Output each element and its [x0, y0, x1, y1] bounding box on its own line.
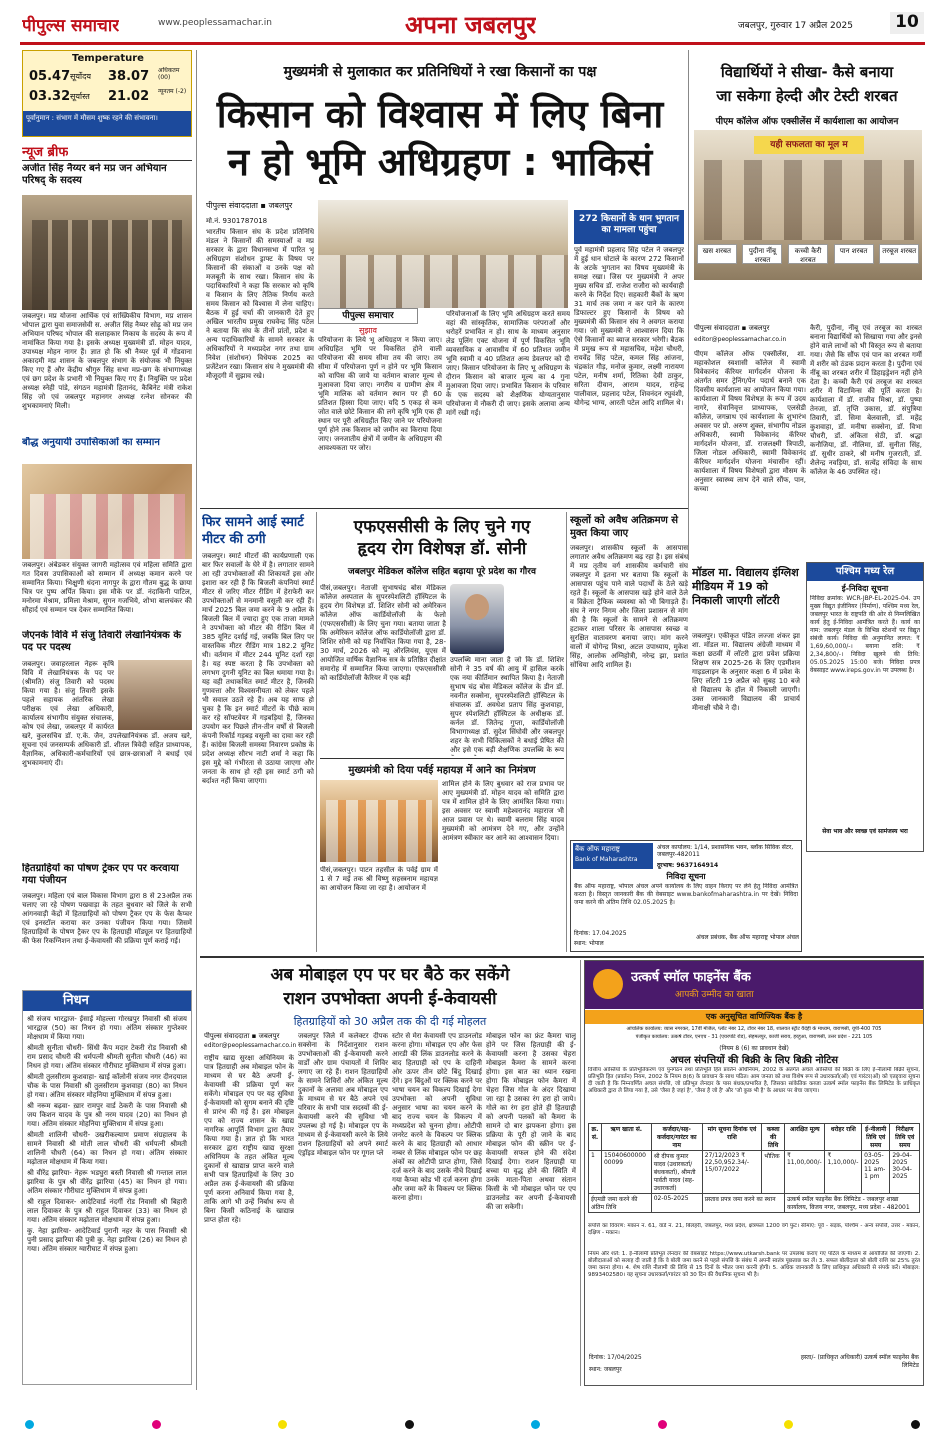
- lead-col2: परियोजना के लिये भू अधिग्रहण न किया जाए। अधिग्रहित भूमि पर विकसित होने वाली परियोजना की समय सीमा तय की जाए। तय सीमा में परियोजना पूर्ण न होने पर भूमि किसान को वापिस की जाये या वर्तमान बाजार मूल्य से मुआवजा दिया जाए। नगरीय व ग्रामीण क्षेत्र में भूमि मालिक को वर्तमान स्थान पर ही 60 प्रतिशत हिस्सा दिया जाए। यदि 5 एकड़ से कम जोत वाले छोटे किसान की लगे कृषि भूमि एक ही स्थान पर पूरी अधिग्रहीत किए जाने पर परियोजना पूर्ण होने तक किसान को जमीन का किराया दिया जाए। जनजातीय क्षेत्रों में जमीन के अधिग्रहण की आवश्यकता पर जोर।: [318, 336, 442, 452]
- max-temp: 38.07: [108, 69, 150, 84]
- utkarsh-table-wrap: [588, 1123, 920, 1219]
- table-cell: ईएमडी जमा करने की अंतिम तिथि: [589, 1194, 652, 1213]
- brief1-photo: [22, 195, 192, 310]
- section-rule-lower: [200, 956, 924, 958]
- lead-headline-1: किसान को विश्वास में लिए बिना: [216, 92, 664, 136]
- nidhan-item: श्री नरूम बढ़वा- ख़ार रामपुर वार्ड ठेकरी के पास निवासी श्री जय किशन यादव के पुत्र श्री नरम यादव (20) का निधन हो गया। अंतिम संस्कार मोहनिया मुक्तिधाम में संपन्न हुआ।: [27, 1102, 187, 1128]
- utkarsh-notice-title: अचल संपत्तियों की बिक्री के लिए बिक्री नोटिस: [670, 1055, 838, 1066]
- section-title: अपना जबलपुर: [405, 11, 537, 39]
- payment-box-title: 272 किसानों के धान भुगतान का मामला पहुंचा: [574, 210, 684, 244]
- payment-box-body: पूर्व महामंत्री प्रहलाद सिंह पटेल ने जबलपुर में हुई धान घोटाले के कारण 272 किसानों के अटके भुगतान का विषय मुख्यमंत्री के समक्ष रखा। जिस पर मुख्यमंत्री ने अपर मुख्य सचिव डॉ. राजेश राजौरा को कार्यवाही करने के निर्देश दिए। सहकारी बैंकों के ऋण 31 मार्च तक जमा न कर पाने के कारण डिफाल्टर हुए किसानों के विषय को मुख्यमंत्री की किसान संघ ने अवगत कराया गया। जो मुख्यमंत्री ने आश्वासन दिया कि ऐसे किसानों का ब्याज सरकार भरेगी। बैठक में प्रमुख रूप से महासचिव, महेश चौधरी, रायवेंद्र सिंह पटेल, कमल सिंह आंजना, चंद्रकांत गौड़, मनोज कुमार, लक्ष्मी नारायण पटेल, मनीष शर्मा, रितिका देवी ठाकुर, सरिता दीवान, आराम यादव, राहेन्द्र पालीवाल, प्रहलाद पटेल, शिवनंदन रघुवंशी, योगेन्द्र भाग्य, आरती पटेल आदि शामिल थे।: [574, 246, 684, 407]
- ekyc-subheadline: हितग्राहियों को 30 अप्रैल तक की दी गई मोहलत: [293, 1015, 487, 1028]
- brief3-headline: जेएनके विवि में संजु तिवारी लेखानियंत्रक के पद पर पदस्थ: [22, 630, 182, 653]
- utkarsh-name: उत्कर्ष स्मॉल फाइनेंस बैंक: [631, 970, 751, 985]
- bom-signatory: अंचल प्रबंधक, बैंक ऑफ महाराष्ट्र भोपाल अंचल: [696, 934, 799, 941]
- table-header: ऋण खाता सं.: [601, 1124, 651, 1151]
- people-silhouette: [32, 220, 182, 310]
- ekyc-headline-2: राशन उपभोक्ता अपनी ई-केवायसी: [283, 989, 497, 1009]
- col-divider-schools: [566, 512, 567, 952]
- ekyc-col4: मोबाइल फोन का फ्रंट कैमरा चालू होने पर जिस हितग्राही की ई-केवायसी करना है उसका चेहरा मोबाइल कैमरा के सामने करना होगा। इस बात का ध्यान रखना होगा कि मोबाइल फोन कैमरा में चेहरा जिस गोल के अंदर दिखाया जा रहा है उसका रंग हरा हो जाये। गोले का रंग हरा होते ही हितग्राही को अपनी पलकों को कैमरा के सामने दो बार झपकना होगा। इस प्रक्रिया के पूरी हो जाने के बाद मोबाइल फोन की स्क्रीन पर ई-केवायसी सफल होने की संदेश दिखाई देगा। राशन हितग्राही या बच्चा या वृद्ध होने की स्थिति में उनके माता-पिता अथवा संतान किसी के भी मोबाइल फोन पर एप डाउनलोड कर अपनी ई-केवायसी की जा सकेगी।: [486, 1032, 576, 1211]
- lead-headline-2: न हो भूमि अधिग्रहण : भाकिसं: [227, 140, 653, 184]
- max-label: अधिकतम (00): [158, 67, 180, 81]
- bom-name-en: Bank of Maharashtra: [575, 856, 638, 863]
- sharbat-banner: यही सफलता का मूल म: [754, 136, 864, 154]
- bom-notice: [570, 840, 802, 952]
- brief3-photo: [118, 660, 192, 730]
- cardio-subheadline: जबलपुर मेडिकल कॉलेज सहित बढ़ाया पूरे प्रदेश का गौरव: [348, 567, 536, 577]
- nidhan-item: कु. नेहा झारिया- आदेटिवार्ड पुरानी नहर के पास निवासी श्री पुनी प्रसाद झारिया की पुत्री कु. नेहा झारिया (26) का निधन हो गया। अंतिम संस्कार ग्वारीघाट में संपन्न हुआ।: [27, 1227, 187, 1253]
- bom-name: बैंक ऑफ महाराष्ट्र: [575, 845, 620, 853]
- brief3-body-cont: [22, 732, 192, 860]
- utkarsh-property: संपत्ति का विवरण: मकान नं. 61, वार्ड नं. 21, बिलहरी, जबलपुर, मध्य प्रदेश, क्षेत्रफल 1200 वर्ग फुट। सीमाएं: पूर्व - सड़क, पश्चिम - अन्य संपत्ति, उत्तर - मकान, दक्षिण - मकान।: [588, 1223, 920, 1236]
- nidhan-title: निधन: [23, 991, 191, 1011]
- ekyc-headline-1: अब मोबाइल एप पर घर बैठे कर सकेंगे: [270, 965, 510, 985]
- website[interactable]: www.peoplessamachar.in: [158, 18, 272, 28]
- nidhan-item: श्रीमती तुलसीराम कुशवाहा- खाई कॉलोनी संजय नगर दीनदयाल चौक के पास निवासी श्री तुलसीराम कुशवाहा (80) का निधन हो गया। अंतिम संस्कार मोहनिया मुक्तिधाम में संपन्न हुआ।: [27, 1073, 187, 1099]
- cm-invite-headline: मुख्यमंत्री को दिया पर्वई महायज्ञ में आने का निमंत्रण: [348, 765, 536, 776]
- ekyc-byline-name: पीपुल्स संवाददाता: [204, 1032, 250, 1040]
- ekyc-col1: राष्ट्रीय खाद्य सुरक्षा अधिनियम के पात्र हितग्राही अब मोबाइल फोन के माध्यम से घर बैठे अपनी ई-केवायसी की प्रक्रिया पूर्ण कर सकेंगे। मोबाइल एप पर यह सुविधा ई-केवायसी को सुगम बनाने की दृष्टि से प्रारंभ की गई है। इस मोबाइल एप को राज्य शासन के खाद्य नागरिक आपूर्ति विभाग द्वारा तैयार किया गया है। ज्ञात हो कि भारत सरकार द्वारा राष्ट्रीय खाद्य सुरक्षा अधिनियम के तहत अंकित मूल्य दुकानों से खाद्यान्न प्राप्त करने वाले सभी पात्र हितग्राहियों के लिए 30 अप्रैल तक ई-केवायसी की प्रक्रिया पूर्ण करना अनिवार्य किया गया है, ताकि आगे भी उन्हें निर्बाध रूप से बिना किसी कठिनाई के खाद्यान्न प्राप्त होता रहे।: [204, 1054, 294, 1224]
- table-header: ई-नीलामी तिथि एवं समय: [862, 1124, 890, 1151]
- lead-byline-name: पीपुल्स संवाददाता: [206, 201, 258, 210]
- cyan-dot: [25, 1420, 34, 1429]
- sharbat-label-row: [694, 244, 922, 278]
- utkarsh-place: स्थान: जबलपुर: [589, 1366, 622, 1373]
- sunset-label: सूर्यास्त: [70, 92, 90, 101]
- table-cell: भौतिक: [762, 1151, 785, 1194]
- cm-invite-photo: [320, 780, 438, 862]
- table-header: क्र. सं.: [589, 1124, 602, 1151]
- utkarsh-ad: [584, 960, 924, 1386]
- utkarsh-header: [585, 961, 923, 1009]
- table-cell: ₹ 11,00,000/-: [784, 1151, 824, 1194]
- black-dot: [405, 1420, 414, 1429]
- sharbat-label: पुदीना नींबू शरबत: [742, 244, 782, 264]
- utkarsh-signatory: हस्ता/- (प्राधिकृत अधिकारी) उत्कर्ष स्मॉल फाइनेंस बैंक लिमिटेड: [800, 1354, 919, 1369]
- nidhan-item: श्री संजय भारद्वाज- ईसाई मोहल्ला गोरखपुर निवासी श्री संजय भारद्वाज (50) का निधन हो गया। अंतिम संस्कार गुप्तेश्वर मोक्षधाम में किया गया।: [27, 1015, 187, 1041]
- sunset-time: 03.32: [29, 89, 71, 104]
- paper-name: पीपुल्स समाचार: [22, 16, 120, 36]
- table-row-emd: [589, 1194, 920, 1213]
- brief1-headline: अजीत सिंह नैय्यर बने मप्र जन अभियान परिषद् के सदस्य: [22, 163, 167, 186]
- bom-date: दिनांक: 17.04.2025: [574, 930, 627, 937]
- brief4-headline: हितग्राहियों का पोषण ट्रेकर एप पर करवाया गया पंजीयन: [22, 863, 179, 886]
- sharbat-label: पान शरबत: [834, 244, 874, 264]
- section-rule: [200, 508, 688, 509]
- min-temp: 21.02: [108, 89, 150, 104]
- nidhan-item: श्रीमती सुनीता चौधरी- सिंधी कैंप मदार टेकरी रोड निवासी श्री राम प्रसाद चौधरी की धर्मपत्नी श्रीमती सुनीता चौधरी (46) का निधन हो गया। अंतिम संस्कार गौरीघाट मुक्तिधाम में संपन्न हुआ।: [27, 1044, 187, 1070]
- forecast-text: पूर्वानुमान : संभाग में मौसम शुष्क रहने की संभावना।: [23, 111, 192, 137]
- table-cell: 27/12/2023 ₹ 22,50,952.34/- 15/07/2022: [702, 1151, 762, 1194]
- railway-notice: [806, 562, 924, 852]
- cardio-col1: पीसं,जबलपुर। नेताजी सुभाषचंद्र बोस मेडिकल कॉलेज अस्पताल के सुपरस्पेशलिटी हॉस्पिटल के हृदय रोग विशेषज्ञ डॉ. शिशिर सोनी को अमेरिकन कॉलेज ऑफ कार्डियोलॉजी के फेलो (एफएससीसी) के लिए चुना गया। बताया जाता है कि अमेरिकन कॉलेज ऑफ कार्डियोलॉजी द्वारा डॉ. शिशिर सोनी को यह निर्वाचित किया गया है, 28-30 मार्च, 2026 को न्यू ऑरलियंस, यूएस में आयोजित वार्षिक वैज्ञानिक सत्र के प्रतिष्ठित दीक्षांत समारोह में सम्मानित किया जाएगा। एफएससीसी को कार्डियोलॉजी कैरियर में एक बड़ी: [320, 584, 446, 682]
- brief2-photo: [22, 464, 192, 559]
- ekyc-email[interactable]: editor@peoplessamachar.co.in: [204, 1042, 297, 1049]
- sharbat-photo: [694, 130, 922, 280]
- sharbat-col1: पीएम कॉलेज ऑफ एक्सीलेंस, शा. महाकोशल स्वशासी कॉलेज में स्वामी विवेकानंद कॅरियर मार्गदर्शन योजना के अंतर्गत समर ट्रेनिंग/पेन पदार्थ बनाने एक दिवसीय कार्यशाला का आयोजन किया गया। कार्यशाला में विषय विशेषज्ञ के रूप में उदय नागरे, सेवानिवृत्त प्राध्यापक, एलसेडी कॉलेज, जगन्नाथ एवं कार्यशाला के शुभारंभ अवसर पर प्रो. अरुण शुक्ल, संभागीय नोडल अधिकारी, स्वामी विवेकानंद कॅरियर मार्गदर्शन योजना, डॉ. राजलक्ष्मी त्रिपाठी, जिला नोडल अधिकारी, स्वामी विवेकानंद कॅरियर मार्गदर्शन योजना मंचासीन रहीं। कार्यशाला में विषय विशेषज्ञों द्वारा मौसम के अनुसार स्वास्थ्य लाभ देने वाले सौंफ, पान, कच्चा: [694, 350, 806, 493]
- model-school-body: जबलपुर। एकीकृत पंडित लज्जा शंकर झा शा. मॉडल मा. विद्यालय अंग्रेजी माध्यम में कक्षा छठवीं में लॉटरी द्वारा प्रवेश प्रक्रिया शिक्षण सत्र 2025-26 के लिए एडमीशन गाइडलाइन के अनुसार कक्षा 6 में प्रवेश के लिए लॉटरी 19 अप्रैल को सुबह 10 बजे से विद्यालय के हॉल में निकाली जाएगी। उक्त जानकारी विद्यालय की प्राचार्य मीनाक्षी चौबे ने दी।: [692, 632, 800, 712]
- table-header: निरीक्षण तिथि एवं समय: [890, 1124, 920, 1151]
- magenta-dot: [658, 1420, 667, 1429]
- ekyc-byline: पीपुल्स संवाददाता ▪ जबलपुर: [204, 1032, 280, 1040]
- utkarsh-date: दिनांक: 17/04/2025: [589, 1354, 642, 1361]
- cardio-col2: उपलब्धि माना जाता है जो कि डॉ. शिशिर सोनी ने 35 वर्ष की आयु में हासिल करके एक नया कीर्तिमान स्थापित किया है। नेताजी सुभाष चंद्र बोस मेडिकल कॉलेज के डीन डॉ. नवनीत सक्सेना, सुपरस्पेशलिटी हॉस्पिटल के संचालक डॉ. अवधेश प्रताप सिंह कुशवाहा, सुपर स्पेशलिटी हॉस्पिटल के अधीक्षक डॉ. कर्नल डॉ. जितेन्द्र गुप्ता, कार्डियोलॉजी विभागाध्यक्ष डॉ. सुदेश सिंघोवी और जबलपुर शहर के सभी चिकित्सकों ने बधाई प्रेषित की और इसे एक बड़ी शैक्षणिक उपलब्धि के रूप: [450, 656, 564, 754]
- nidhan-list: [27, 1015, 187, 1383]
- sunrise-time: 05.47: [29, 69, 71, 84]
- table-cell: प्रस्ताव प्रपत्र जमा करने का स्थान: [702, 1194, 784, 1213]
- weather-box: [22, 50, 192, 137]
- sharbat-label: तरबूज शरबत: [879, 244, 919, 264]
- date-line: जबलपुर, गुरुवार 17 अप्रैल 2025: [738, 21, 853, 31]
- black-dot: [911, 1420, 920, 1429]
- smart-meter-body: जबलपुर। स्मार्ट मीटरों की कार्यप्रणाली एक बार फिर सवालों के घेरे में है। लगातार सामने आ रही उपभोक्ताओं की शिकायतें इस ओर इशारा कर रही हैं कि बिजली कंपनियां स्मार्ट मीटर से जरिए मीटर रीडिंग में हेराफेरी कर उपभोक्ताओं से मनमानी वसूली कर रही हैं। मार्च 2025 बिल जमा करने के 9 अप्रैल के बिजली बिल में ज्यादा हुए एक ताजा मामले ने उपभोक्ता को मीटर की रीडिंग बिल में 385 यूनिट दर्शाई गई, जबकि बिल लिए पर वास्तविक मीटर रीडिंग मात्र 182.2 यूनिट थी। वर्तमान में मीटर 244 यूनिट दर्शा रहा है। यह स्पष्ट करता है कि उपभोक्ता को लगभग दुगनी यूनिट का बिल थमाया गया है। यह वही तथाकथित स्मार्ट मीटर है, जिनकी गुणवत्ता और विश्वसनीयता को लेकर पहले भी सवाल उठते रहे हैं। अब यह साफ हो चुका है कि इन स्मार्ट मीटरों के पीछे काम कर रहे सॉफ्टवेयर में गड़बड़ियां हैं, जिनका उपयोग कर पिछले तीन-तीन वर्षों से बिजली कंपनी रिकॉर्ड गड़बड़ वसूली का दावा कर रही हैं। कांग्रेस बिजली समस्या निवारण प्रकोष्ठ के प्रदेश अध्यक्ष सौरभ नाटी शर्मा ने कहा कि इस मुद्दे को गंभीरता से उठाया जाएगा और जनता के साथ हो रही इस स्मार्ट ठगी को बर्दाश्त नहीं किया जाएगा।: [202, 552, 314, 785]
- bom-office: अंचल कार्यालय: 1/14, प्रशासनिक भवन, ब्लॉक सिविक सेंटर, जबलपुर-482011: [657, 844, 794, 858]
- sharbat-byline-name: पीपुल्स संवाददाता: [694, 324, 740, 332]
- brief2-body: जबलपुर। अंबेडकर संयुक्त जागरी महोत्सव एवं महिला समिति द्वारा गत दिवस उपासिकाओं को सम्मान में अध्यक्ष कमान करने पर सम्मानित किया। भिक्षुणी धंदना नागपुर के द्वारा गौतम बुद्ध के छाया चित्र पर पुष्प अर्पित किया। इस मौके पर डॉ. नंदाकिनी पाटिल, मनोरमा मेश्राम, प्रमिला मेश्राम, सुगन गजभिये, शोभा बालचंकर की सौहार्द एवं सम्मान पत्र देकर सम्मानित किया।: [22, 561, 192, 614]
- utkarsh-address2: पंजीकृत कार्यालय: उत्कर्ष टॉवर, एनएच - 31 (एयरपोर्ट रोड), सेहमलपुर, काजी सराय, हरहुआ, वाराणसी, उत्तर प्रदेश - 221 105: [635, 1034, 873, 1040]
- masthead: [0, 0, 945, 42]
- col-divider-meter: [316, 512, 317, 952]
- brief3-body: जबलपुर। जवाहरलाल नेहरू कृषि विवि में लेखानियंत्रक के पद पर (श्रीमति) संजु तिवारी को पदस्थ किया गया है। संजु तिवारी इसके पहले सहायक आंतरिक लेखा परीक्षक एवं लेखा अधिकारी, कार्यालय संभागीय संयुक्त संचालक, कोष एवं लेखा, जबलपुर में कार्यरत: [22, 660, 114, 730]
- utkarsh-notice-ref: (नियम 8 (6) का प्रावधान देखें): [719, 1045, 789, 1052]
- table-cell: उत्कर्ष स्मॉल फाइनेंस बैंक लिमिटेड - जबलपुर शाखा कार्यालय, विजय नगर, जबलपुर, मध्य प्रदेश - 482001: [784, 1194, 919, 1213]
- sharbat-subheadline: पीएम कॉलेज ऑफ एक्सीलेंस में कार्यशाला का आयोजन: [715, 117, 899, 127]
- doctor-head: [465, 594, 489, 620]
- railway-body: निविदा क्रमांक: WCR-JBP-EL-2025-04. उप मुख्य विद्युत इंजीनियर (निर्माण), पश्चिम मध्य रेल, जबलपुर भारत के राष्ट्रपति की ओर से निम्नलिखित कार्य हेतु ई-निविदा आमंत्रित करते हैं। कार्य का नाम: जबलपुर मंडल के विभिन्न स्टेशनों पर विद्युत संबंधी कार्य। निविदा की अनुमानित लागत: ₹ 1,69,60,000/-। बयाना राशि: ₹ 2,34,800/-। निविदा खुलने की तिथि: 05.05.2025 15:00 बजे। निविदा प्रपत्र वेबसाइट www.ireps.gov.in पर उपलब्ध है।: [810, 595, 920, 674]
- lead-byline-city: जबलपुर: [268, 201, 293, 210]
- table-header: आरक्षित मूल्य: [784, 1124, 824, 1151]
- lead-col1: भारतीय किसान संघ के प्रदेश प्रतिनिधि मंडल ने किसानों की समस्याओं व मप्र सरकार के द्वारा विधानसभा में पारित भू अधिग्रहण संशोधन ड्राफ्ट के विषय पर किसानों की संकाओं व उनके पक्ष को मजबूती के साथ रखा। किसान संघ के पदाधिकारियों ने कहा कि सरकार को कृषि व किसान के लिए तैतिक निर्णय करते समय किसान को विश्वास में लेना चाहिए। बैठक में हुई चर्चा की जानकारी देते हुए अखिल भारतीय प्रमुख राघवेन्द्र सिंह पटेल ने बताया कि संघ के तीनों प्रांतों, प्रदेश व अन्य पदाधिकारियों के सामने सरकार के अधिकारियों ने मध्यप्रदेश नगर तथा ग्राम निवेश (संशोधन) विधेयक 2025 का प्रजेंटेशन रखा। किसान संघ ने मुख्यमंत्री की मौजूदगी में सुझाव रखे।: [206, 228, 314, 380]
- utkarsh-subtagline: एक अनुसूचित वाणिज्यिक बैंक है: [585, 1010, 923, 1024]
- bom-body: बैंक ऑफ महाराष्ट्र, भोपाल अंचल अपने कार्यालय के लिए वाहन किराए पर लेने हेतु निविदा आमंत्रित करता है। विस्तृत जानकारी बैंक की वेबसाइट www.bankofmaharashtra.in पर देखें। निविदा जमा करने की अंतिम तिथि 02.05.2025 है।: [574, 883, 798, 906]
- col-divider-left: [196, 50, 197, 1390]
- smart-meter-headline: फिर सामने आई स्मार्ट मीटर की ठगी: [202, 515, 304, 547]
- brief-rule: [22, 160, 192, 161]
- news-brief-title: न्यूज ब्रीफ: [22, 145, 69, 160]
- bom-logo: [573, 843, 653, 869]
- model-school-headline: मॉडल मा. विद्यालय इंग्लिश मीडियम में 19 को निकाली जाएगी लॉटरी: [692, 566, 799, 607]
- cm-invite-col1: पीसं,जबलपुर। पाटन तहसील के पर्वई ग्राम में 1 से 7 मई तक श्री विष्णु सहस्त्रनाम महायज्ञ का आयोजन किया जा रहा है। आयोजन में: [320, 866, 438, 892]
- meeting-table: [318, 255, 568, 308]
- ekyc-col3: स्टोर से मेरा केवायसी एप डाउनलोड करना होगा। मोबाइल एप और फेस आरडी की लिंक डाउनलोड करने के बाद हितग्राही को एप के दाहिनी ओर ऊपर तीन छोटे बिंदु दिखाई देंगे। इन बिंदुओं पर क्लिक करने पर भाषा चयन का विकल्प दिखाई देगा उपभोक्ता को अपनी सुविधा अनुसार भाषा का चयन करने के बाद राज्य चयन के विकल्प में मध्यप्रदेश को चुनना होगा। ओटीपी जनरेट करने के विकल्प पर क्लिक करने के बाद हितग्राही को आधार नम्बर से लिंक मोबाइल फोन पर छह अंकों का ओटीपी प्राप्त होगा, जिसे दर्ज करने के बाद उसके नीचे दिखाई गया कैप्चा कोड भी दर्ज करना होगा और जमा करें के विकल्प पर क्लिक करना होगा।: [392, 1032, 482, 1202]
- utkarsh-terms: नियम और शर्तें: 1. ई-नीलामी प्रतिभूत लेनदार की वेबसाइट https://www.utkarsh.bank पर उपलब्ध कराए गए पोर्टल के माध्यम से आयोजित की जाएगी। 2. बोलीदाताओं को सलाह दी जाती है कि वे बोली जमा करने से पहले संपत्ति के संबंध में अपनी स्वतंत्र पूछताछ कर लें। 3. सफल बोलीदाता को बोली राशि का 25% तुरंत जमा करना होगा। 4. शेष राशि नीलामी की तिथि से 15 दिनों के भीतर जमा करनी होगी। 5. अधिक जानकारी के लिए प्राधिकृत अधिकारी से संपर्क करें। मोबाइल: 9893402580। यह सूचना उधारकर्ता/गारंटर को 30 दिन की वैधानिक सूचना भी है।: [588, 1251, 920, 1278]
- bom-phone: दूरभाष: 9637164914: [657, 862, 719, 869]
- nidhan-item: श्री वीरेंद्र झारिया- नेहरू भडघुरा बस्ती निवासी श्री गन्ताल लाल झारिया के पुत्र श्री वीरेंद्र झारिया (45) का निधन हो गया। अंतिम संस्कार गौरीघाट मुक्तिधाम में संपन्न हुआ।: [27, 1169, 187, 1195]
- table-header: कर्जदार/सह-कर्जदार/गारंटर का नाम: [651, 1124, 702, 1151]
- weather-title: Temperature: [72, 53, 144, 64]
- table-header-row: [589, 1124, 920, 1151]
- yellow-dot: [278, 1420, 287, 1429]
- yellow-dot: [784, 1420, 793, 1429]
- nidhan-item: श्रीमती शालिनी चौधरी- उखरीकल्याण प्रमाण संग्रहालय के सामने निवासी श्री मोती लाल चौधरी की धर्मपत्नी श्रीमती शालिनी चौधरी (64) का निधन हो गया। अंतिम संस्कार मढ़ोताल मोक्षधाम में किया गया।: [27, 1131, 187, 1166]
- sharbat-headline-2: जा सकेगा हेल्दी और टेस्टी शरबत: [716, 87, 898, 105]
- utkarsh-tagline: आपकी उम्मीद का खाता: [675, 990, 754, 1000]
- nidhan-box: [22, 990, 192, 1385]
- masthead-rule: [20, 42, 925, 45]
- table-cell: 15040600000 00099: [601, 1151, 651, 1194]
- brief4-body: जबलपुर। महिला एवं बाल विकास विभाग द्वारा 8 से 23अप्रैल तक चलाए जा रहे पोषण पखवाड़ा के तहत बुधवार को जिले के सभी आंगनवाड़ी केंद्रों में हितग्राहियों को पोषण ट्रैकर एप के फेस कैप्चर एवं इनस्टॉल कराया कर उनका पंजीयन किया गया। जिसमें हितग्राहियों के पोषण ट्रैकर एप के हितग्राही मॉड्यूल पर हितग्राहियों की फेस रिकग्निशन तथा ई-केवायसी की प्रक्रिया पूर्ण कराई गई।: [22, 892, 192, 945]
- utkarsh-intro: वित्तीय आस्तियों के प्रतिभूतिकरण एवं पुनर्गठन तथा प्रतिभूति हित प्रवर्तन अधिनियम, 2002 के अंतर्गत अचल आस्तियों की बिक्री के लिए ई-नीलामी बिक्री सूचना, प्रतिभूति हित (प्रवर्तन) नियम, 2002 के नियम 8(6) के प्रावधान के साथ पठित। आम जनता को तथा विशेष रूप से उधारकर्ता(ओं) एवं गारंटर(ओं) को एतद्द्वारा सूचना दी जाती है कि निम्नवर्णित अचल संपत्ति, जो प्रतिभूत लेनदार के पास बंधक/प्रभारित है, जिसका सांकेतिक कब्जा उत्कर्ष स्मॉल फाइनेंस बैंक लिमिटेड के प्राधिकृत अधिकारी द्वारा ले लिया गया है, उसे 'जैसा है जहां है', 'जैसा है जो है' और 'जो कुछ भी है' के आधार पर बेचा जाएगा।: [588, 1067, 920, 1094]
- schools-headline: स्कूलों को अवैध अतिक्रमण से मुक्त किया जाए: [570, 515, 679, 539]
- railway-title: पश्चिम मध्य रेल: [807, 563, 923, 581]
- registration-marks: [20, 1420, 925, 1434]
- cyan-dot: [531, 1420, 540, 1429]
- table-row: [589, 1151, 920, 1194]
- nidhan-item: श्री राहुल दिवाकर- आदेटिवार्ड नंदर्गी रोड निवासी श्री बिहारी लाल दिवाकर के पुत्र श्री राहुल दिवाकर (33) का निधन हो गया। अंतिम संस्कार मढ़ोताल मोक्षधाम में संपन्न हुआ।: [27, 1198, 187, 1224]
- railway-slogan: सेवा भाव और स्वच्छ एवं सामंजस्य भरा: [822, 828, 908, 835]
- sharbat-headline-1: विद्यार्थियों ने सीखा- कैसे बनाया: [720, 63, 894, 81]
- table-cell: 1: [589, 1151, 602, 1194]
- lead-col3: परियोजनाओं के लिए भूमि अधिग्रहण करते समय वहां की सांस्कृतिक, सामाजिक परंपराओं और धरोहरें प्रभावित न हो। साथ के माध्यम अनुसार लेड पूलिंग एक्ट योजना में पूर्ण विकसित भूमि व्यवसायिक व आवासीय में 60 प्रतिशत जमीन भूमि स्वामी व 40 प्रतिशत अन्य डेवलपर को दी जाए। किसान परियोजना के लिए भू अधिग्रहण के दौरान किसान को बाजार मूल्य का 4 गुना मुआवजा दिया जाए। प्रभावित किसान के परिवार के एक सदस्य को शैक्षणिक योग्यतानुसार परियोजना में नौकरी दी जाए। इसके अलावा अन्य मांगें रखी गईं।: [446, 310, 570, 417]
- col-divider-mid: [688, 50, 689, 560]
- sharbat-col2: कैरी, पुदीना, नींबू एवं तरबूज का शरबत बनाना विद्यार्थियों को सिखाया गया और इनसे होने वाले लाभों को भी विस्तृत रूप से बताया गया। जैसे कि सौंफ एवं पान का शरबत गर्मी में शरीर को ठंडक प्रदान करता है। पुदीना एवं नींबू का शरबत शरीर में डिहाइड्रेशन नहीं होने देता है। कच्ची कैरी एवं तरबूज का शरबत शरीर में विटामिन्स की पूर्ति करता है। कार्यशाला में डॉ. राजीव मिश्रा, डॉ. पुष्पा तेनजा, डॉ. तृप्ति उकास, डॉ. संपुत्रिया तिवारी, डॉ. सिमा बेलवाली, डॉ. महेंद्र कुशवाहा, डॉ. मनीषा सक्सेना, डॉ. विभा चौधरी, डॉ. अंकिता सेठी, डॉ. श्रद्धा कनौजिया, डॉ. नीलिमा, डॉ. सुनीता सिंह, डॉ. सुधीर ठाकरे, श्री मनीष गुजराती, डॉ. शैलेन्द्र नवड़िया, डॉ. सत्येंद्र संविदा के साथ कॉलेज के 46 उपस्थित रहे।: [810, 324, 922, 476]
- table-cell: ₹ 1,10,000/-: [825, 1151, 862, 1194]
- cardio-headline-2: हृदय रोग विशेषज्ञ डॉ. सोनी: [357, 539, 527, 559]
- sharbat-label: कच्ची कैरी शरबत: [788, 244, 828, 264]
- lead-photo: [318, 200, 568, 308]
- table-header: कब्जा की तिथि: [762, 1124, 785, 1151]
- payment-box: [574, 210, 684, 506]
- group-silhouette: [30, 494, 185, 559]
- schools-body: जबलपुर। शासकीय स्कूलों के आसपास लगातार अवैध अतिक्रमण बढ़ रहा है। इस संबंध में मप्र तृतीय वर्ग शासकीय कर्मचारी संघ जबलपुर में इतना भर बताया कि स्कूलों के आसपास पहुंच पाने वाले पदार्थों के ठेले खड़े रहते हैं। स्कूलों के आसपास खड़े होने वाले ठेले व विक्रेता ट्रैफिक व्यवस्था को भी बिगाड़ते हैं। संघ ने नगर निगम और जिला प्रशासन से मांग की है कि स्कूलों के सामने से अतिक्रमण हटाकर शाला परिसर के आसपास स्वच्छ व सुरक्षित वातावरण बनाया जाए। मांग करने वालों में योगेन्द्र मिश्रा, अटल उपाध्याय, मुकेश सिंह, आलोक अग्निहोत्री, नरेन्द्र झा, प्रशांत सोंधिया आदि शामिल हैं।: [570, 544, 688, 669]
- lead-photo-caption: सुझाव: [359, 326, 377, 335]
- brief2-headline: बौद्ध अनुयायी उपासिकाओं का सम्मान: [22, 437, 160, 448]
- bom-notice-title: निविदा सूचना: [666, 872, 706, 881]
- cm-invite-col2: शामिल होने के लिए बुधवार को राज प्रभाव पर आए मुख्यमंत्री डॉ. मोहन यादव को समिति द्वारा पत्र में शामिल होने के लिए आमंत्रित किया गया। इस अवसर पर स्वामी महेश्वरानंद महाराज भी आज प्रवास पर थे। स्वामी बलराम सिंह यादव मुख्यमंत्री को आमंत्रण देने गए, और उन्होंने आमंत्रण स्वीकार कर आने का आश्वासन दिया।: [442, 780, 564, 842]
- cardio-photo: [450, 584, 504, 654]
- table-cell: 02-05-2025: [651, 1194, 702, 1213]
- brief1-body: जबलपुर। मप्र योजना आर्थिक एवं सांख्यिकीय विभाग, मप्र शासन भोपाल द्वारा युवा समाजसेवी स. अजीत सिंह नैय्यर सोढ़ू को मप्र जन अभियान परिषद भोपाल की सलाहकार निकाय के सदस्य के रूप में नामांकित किया गया है। इसके अध्यक्ष मुख्यमंत्री डॉ. मोहन यादव, उपाध्यक्ष मोहन नागर हैं। ज्ञात हो कि श्री नैय्यर पूर्व में गोंडवाना अकादमी मप्र शासन के जबलपुर संभाग के संयोजक भी नियुक्त किए गए हैं और केंद्रीय श्रीगुरु सिंह सभा मप्र-छग के संभागाध्यक्ष एवं छग प्रदेश के प्रभारी भी नियुक्त किए गए हैं। नियुक्ति पर प्रदेश अध्यक्ष स्नेही पांडे, संगठन महामंत्री हितानंद, कैबिनेट मंत्री राकेश सिंह जो एवं जबलपुर महानगर अध्यक्ष रत्नेश सोनकर की शुभकामनाएं मिली।: [22, 312, 192, 410]
- sharbat-email[interactable]: editor@peoplessamachar.co.in: [694, 336, 787, 343]
- table-header: धरोहर राशि: [825, 1124, 862, 1151]
- sharbat-byline-city: जबलपुर: [748, 324, 770, 332]
- ekyc-col2: जबलपुर जिले में कलेक्टर दीपक सक्सेना के निर्देशानुसार राशन उपभोक्ताओं की ई-केवायसी करने वार्डों और ग्राम पंचायतों में शिविर लगाए जा रहे हैं। राशन हितग्राहियों के सामने शिविरों और अंकित मूल्य दुकानों के अलावा अब मोबाइल एप के माध्यम से घर बैठे अपने एवं परिवार के सभी पात्र सदस्यों की ई-केवायसी करने की सुविधा भी उपलब्ध हो गई है। मोबाइल एप के माध्यम से ई-केवायसी करने के लिये राशन हितग्राहियों को अपने स्मार्ट एंड्रॉइड मोबाइल फोन पर गूगल प्ले: [298, 1032, 388, 1157]
- lead-byline: पीपुल्स संवाददाता ▪ जबलपुर: [206, 201, 293, 210]
- table-cell: श्री दीपक कुमार यादव (उधारकर्ता/बंधककर्ता), श्रीमती पार्वती यादव (सह-उधारकर्ता): [651, 1151, 702, 1194]
- railway-subtitle: ई-निविदा सूचना: [841, 584, 889, 593]
- table-cell: 29-04-2025 30-04-2025: [890, 1151, 920, 1194]
- page-number: 10: [890, 12, 924, 34]
- lead-mobile: मो.नं. 9301787018: [206, 217, 268, 225]
- bom-place: स्थान: भोपाल: [574, 940, 604, 947]
- sharbat-label: खस शरबत: [697, 244, 737, 264]
- people-silhouette: [704, 160, 914, 240]
- table-cell: 03-05-2025 11 am-1 pm: [862, 1151, 890, 1194]
- min-label: न्यूनतम (-2): [158, 88, 187, 95]
- lead-kicker: मुख्यमंत्री से मुलाकात कर प्रतिनिधियों ने रखा किसानों का पक्ष: [283, 64, 597, 80]
- magenta-dot: [152, 1420, 161, 1429]
- group-silhouette: [326, 800, 432, 862]
- sharbat-byline: पीपुल्स संवाददाता ▪ जबलपुर: [694, 324, 770, 332]
- brief3-body-overflow: खरे, कुलसचिव डॉ. ए.के. जैन, उपलेखानियंत्रक डॉ. अजय खरे, सूचना एवं जनसम्पर्क अधिकारी डॉ. शीतल त्रिवेदी सहित प्राध्यापक, वैज्ञानिक, अधिकारी-कर्मचारियों एवं छात्र-छात्राओं ने बधाई एवं शुभकामनाएं दी।: [22, 732, 192, 767]
- utkarsh-address1: आंचलिक कार्यालय: व्यास नगरकर, 17वीं मंजिल, प्लॉट नंबर 12, टॉवर नंबर 18, शालवत स्ट्रीट वैदेही के माध्यम, वाराणसी, यूपी-400 705: [626, 1026, 882, 1032]
- table-header: मांग सूचना दिनांक एवं राशि: [702, 1124, 762, 1151]
- ekyc-byline-city: जबलपुर: [258, 1032, 280, 1040]
- cardio-headline-1: एफएससीसी के लिए चुने गए: [353, 517, 531, 537]
- col-divider-ad: [580, 960, 581, 1386]
- cardio-rule: [320, 758, 564, 759]
- sunrise-label: सूर्योदय: [70, 72, 92, 81]
- utkarsh-logo-icon: [593, 969, 623, 999]
- auction-table: [588, 1123, 920, 1213]
- lead-photo-logo: पीपुल्स समाचार: [318, 308, 418, 324]
